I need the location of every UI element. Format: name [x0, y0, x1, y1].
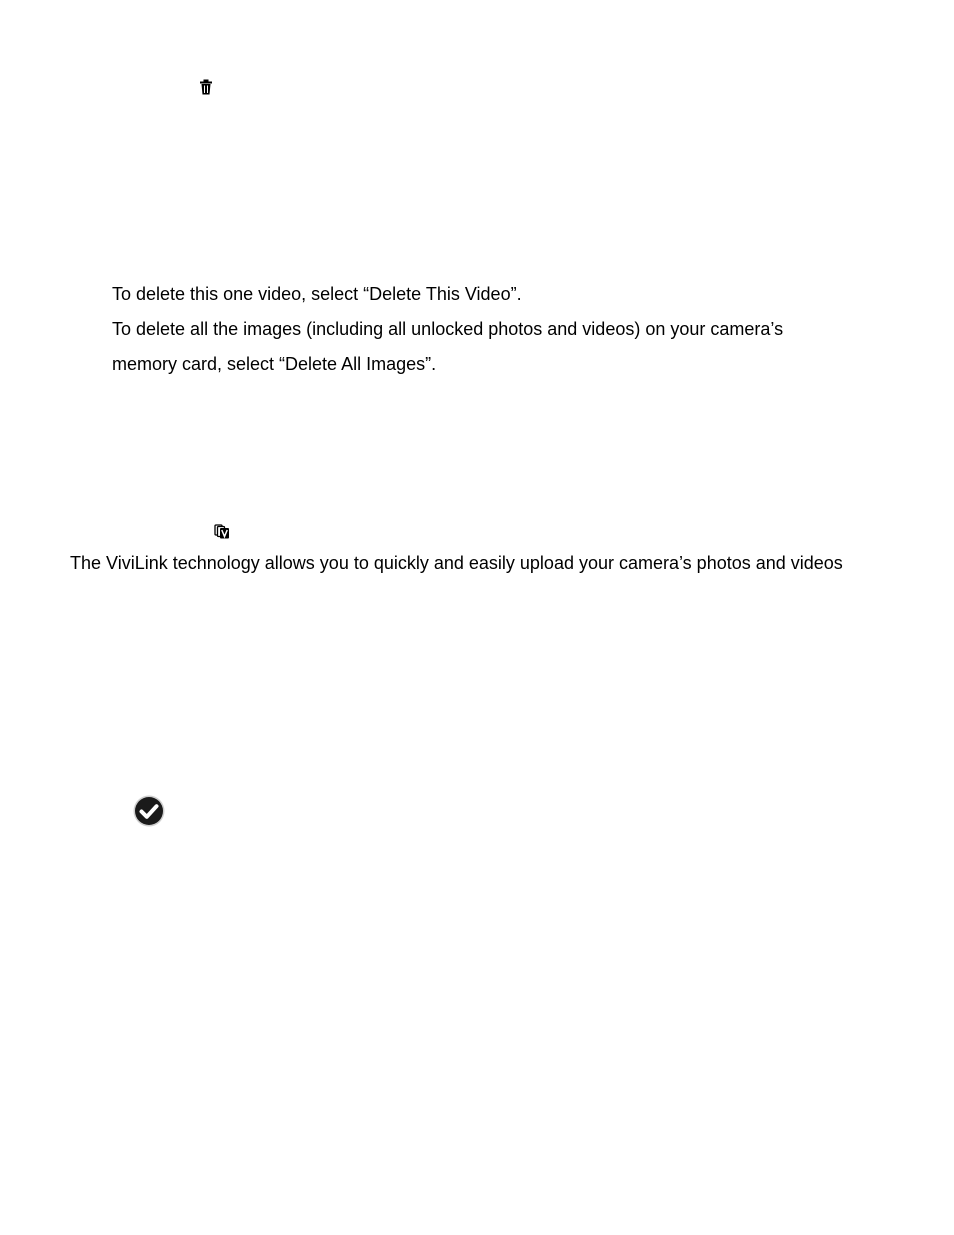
vivilink-icon — [214, 524, 230, 539]
delete-this-video-text: To delete this one video, select “Delete This Video”. — [112, 284, 522, 304]
vivilink-intro-text: The ViviLink technology allows you to quickly and easily upload your camera’s photos and videos — [70, 553, 843, 573]
delete-all-images-text-line2: memory card, select “Delete All Images”. — [112, 354, 437, 374]
checkmark-icon — [133, 795, 165, 827]
trash-icon — [199, 79, 213, 95]
delete-all-images-text-line1: To delete all the images (including all unlocked photos and videos) on your camera’s — [112, 319, 784, 339]
